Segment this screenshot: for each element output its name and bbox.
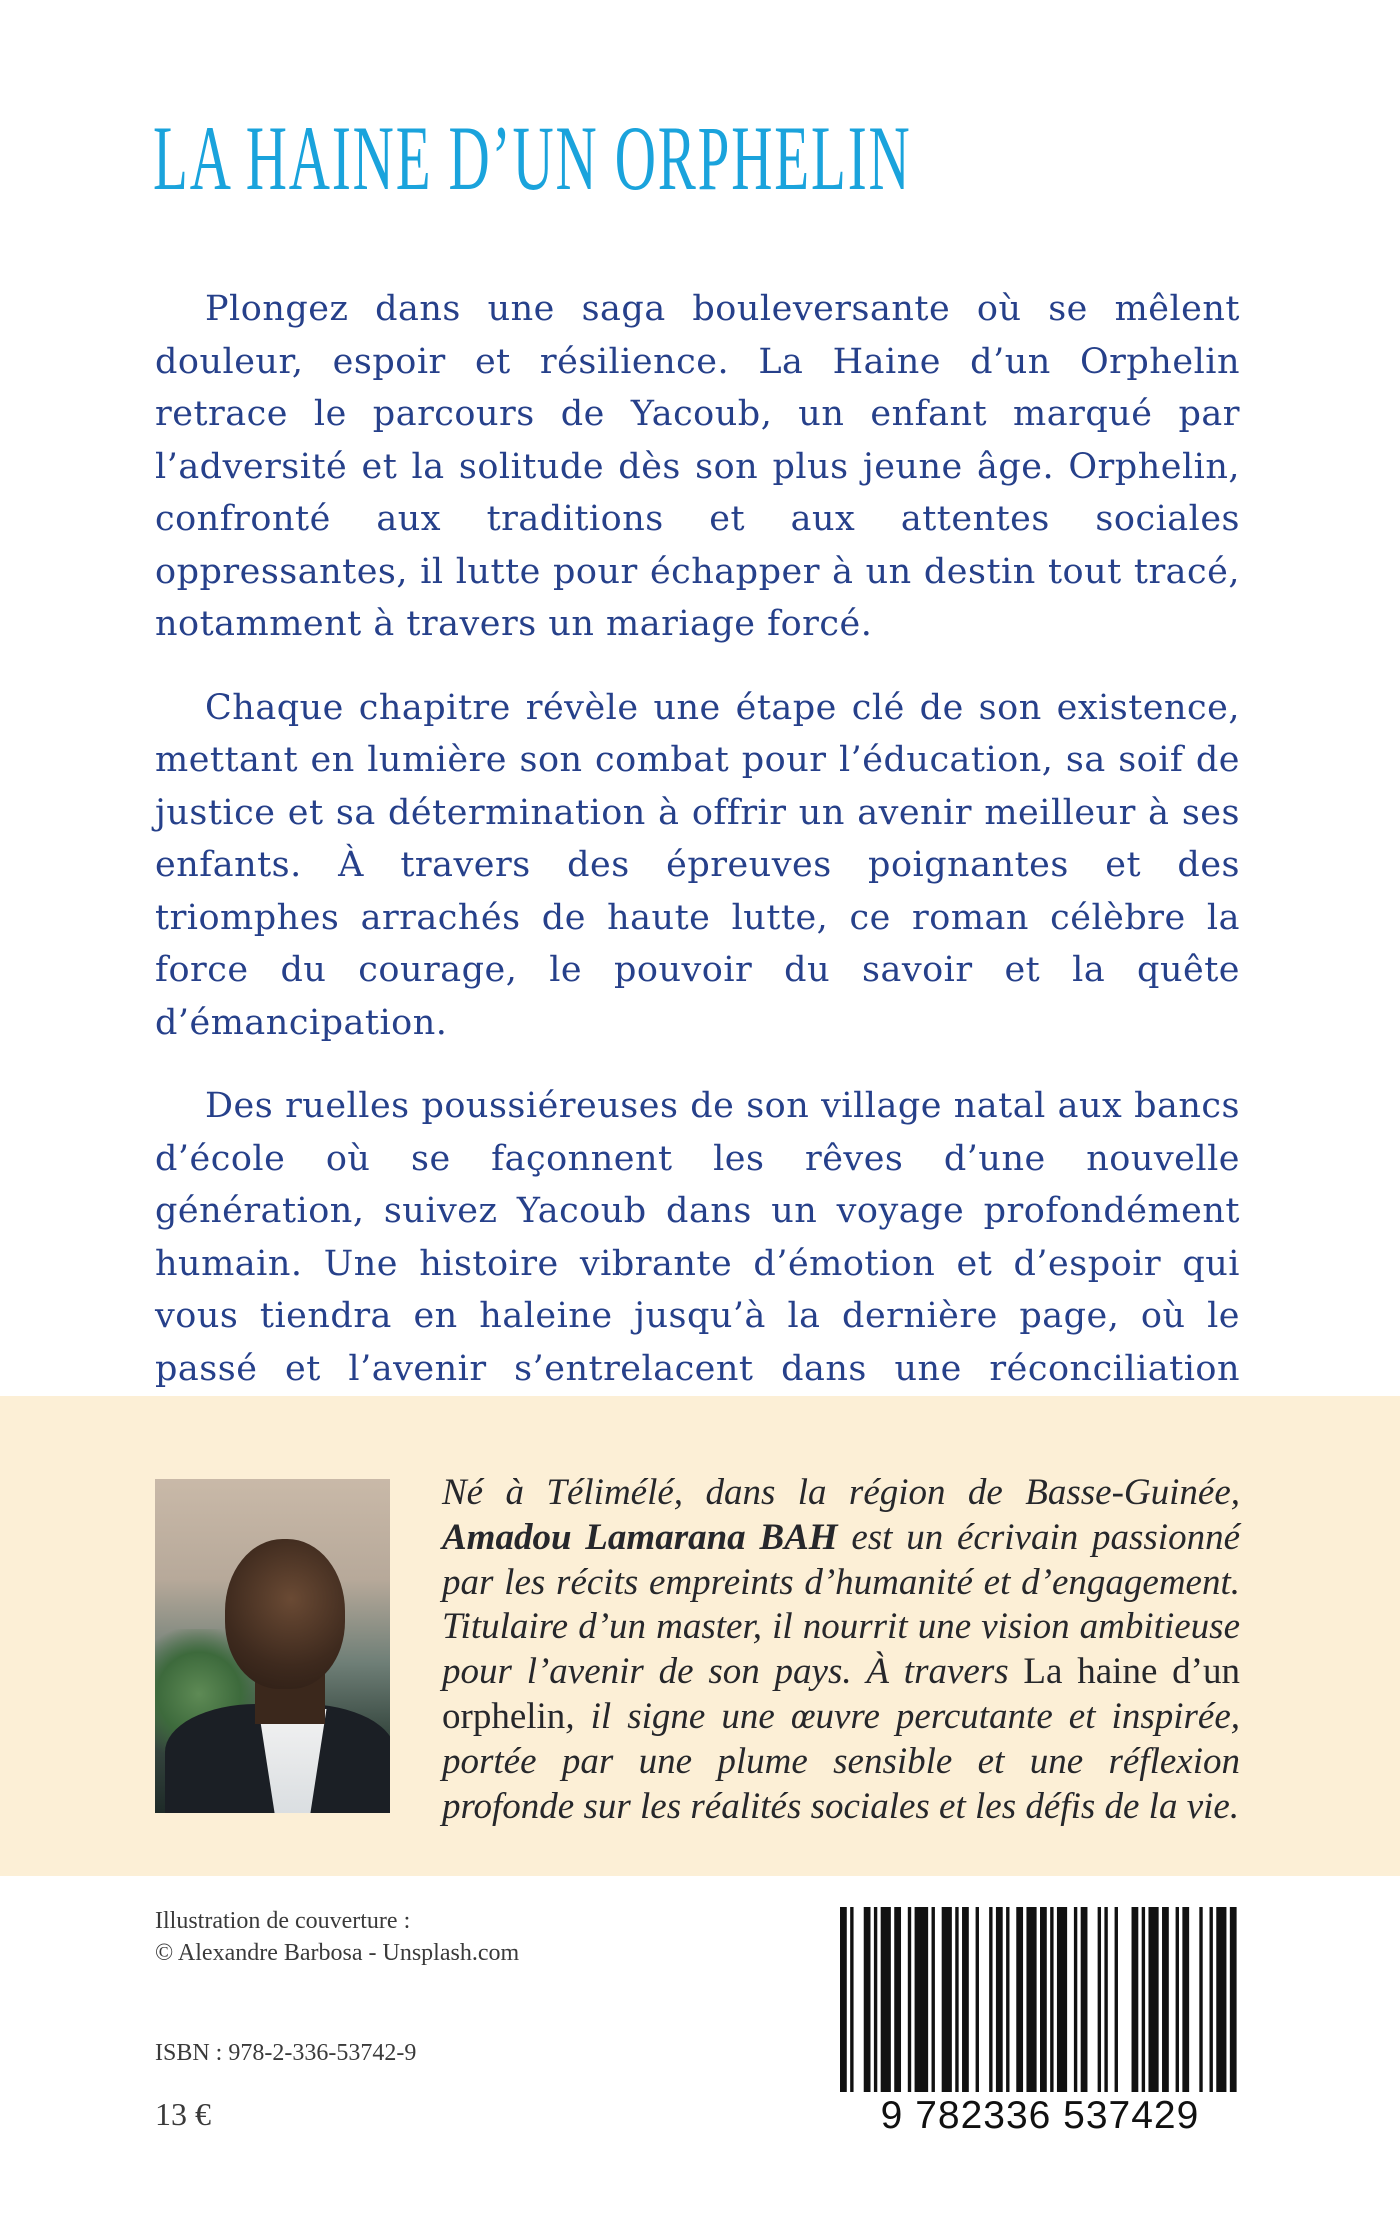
barcode-bar xyxy=(1050,1907,1053,2092)
author-book-reference: La haine d’un orphelin xyxy=(442,1651,1240,1737)
cover-illustration-credits xyxy=(155,1905,519,1969)
barcode-bar xyxy=(864,1907,871,2092)
barcode-bar xyxy=(942,1907,952,2092)
barcode-bar xyxy=(1006,1907,1009,2092)
barcode-bar xyxy=(1199,1907,1202,2092)
author-bio-intro: Né à Télimélé, dans la région de Basse-Guinée, xyxy=(442,1472,1240,1513)
barcode-bar xyxy=(996,1907,1003,2092)
back-cover-blurb xyxy=(155,283,1240,1479)
barcode-bar xyxy=(1074,1907,1077,2092)
book-title: LA HAINE D’UN ORPHELIN xyxy=(153,107,912,209)
barcode-bar xyxy=(1016,1907,1023,2092)
barcode-bar xyxy=(1040,1907,1047,2092)
barcode-bar xyxy=(894,1907,901,2092)
barcode-bar xyxy=(1057,1907,1067,2092)
barcode-bar xyxy=(962,1907,969,2092)
barcode-bars xyxy=(840,1907,1240,2092)
barcode-bar xyxy=(1182,1907,1189,2092)
barcode-bar xyxy=(881,1907,891,2092)
barcode-bar xyxy=(1148,1907,1158,2092)
photo-head xyxy=(225,1539,345,1689)
author-photo xyxy=(155,1479,390,1813)
barcode-bar xyxy=(932,1907,935,2092)
illustration-credit: © Alexandre Barbosa - Unsplash.com xyxy=(155,1940,520,1966)
barcode-bar xyxy=(1209,1907,1212,2092)
blurb-paragraph-3: Des ruelles poussiéreuses de son village natal aux bancs d’école où se façonnent les rêves d’une nouvelle génération, suivez Yacoub dans un voyage profondément humain. Une histoire vibrante d’émotion et d’espoir qui vous tiendra en haleine jusqu’à la dernière page, où le passé et l’avenir s’entrelacent dans une réconciliation xyxy=(155,1086,1240,1389)
blurb-paragraph-2: Chaque chapitre révèle une étape clé de son existence, mettant en lumière son combat pour l’éducation, sa soif de justice et sa détermination à offrir un avenir meilleur à ses enfants. À travers des épreuves poignantes et des triomphes arrachés de haute lutte, ce roman célèbre la force du courage, le pouvoir du savoir et la quête d’émancipation. xyxy=(155,687,1240,1043)
barcode-bar xyxy=(1142,1907,1145,2092)
barcode-bar xyxy=(1230,1907,1237,2092)
barcode-bar xyxy=(1098,1907,1101,2092)
barcode-bar xyxy=(1216,1907,1226,2092)
illustration-label: Illustration de couverture : xyxy=(155,1908,411,1934)
barcode-bar xyxy=(1115,1907,1118,2092)
author-bio-end: , il signe une œuvre percutante et inspirée, portée par une plume sensible et une réflexion profonde sur les réalités sociales et les défis de la vie. xyxy=(442,1695,1240,1827)
barcode-bar xyxy=(1176,1907,1179,2092)
barcode-bar xyxy=(915,1907,929,2092)
blurb-paragraph-1: Plongez dans une saga bouleversante où se mêlent douleur, espoir et résilience. La Haine d’un Orphelin retrace le parcours de Yacoub, un enfant marqué par l’adversité et la solitude dès son plus jeune âge. Orphelin, confronté aux traditions et aux attentes sociales oppressantes, il lutte pour échapper à un destin tout tracé, notamment à travers un mariage forcé. xyxy=(155,289,1240,644)
author-bio-middle: est un écrivain passionné par les récits empreints d’humanité et d’engagement. Titulaire d’un master, il nourrit une vision ambitieuse pour l’avenir de son pays. À travers xyxy=(442,1516,1240,1693)
author-bio xyxy=(442,1471,1240,1829)
barcode-number: 9 782336 537429 xyxy=(880,2094,1200,2137)
barcode-bar xyxy=(1104,1907,1107,2092)
barcode-bar xyxy=(1081,1907,1088,2092)
barcode-bar xyxy=(908,1907,911,2092)
price-text: 13 € xyxy=(155,2096,211,2132)
author-name: Amadou Lamarana BAH xyxy=(442,1516,838,1558)
barcode-bar xyxy=(850,1907,853,2092)
barcode-bar xyxy=(874,1907,877,2092)
isbn-text: ISBN : 978-2-336-53742-9 xyxy=(155,2040,417,2066)
barcode-bar xyxy=(989,1907,992,2092)
barcode-bar xyxy=(1162,1907,1169,2092)
barcode-bar xyxy=(840,1907,847,2092)
barcode-bar xyxy=(1026,1907,1036,2092)
barcode-bar xyxy=(955,1907,958,2092)
barcode-bar xyxy=(976,1907,979,2092)
barcode-bar xyxy=(1132,1907,1139,2092)
